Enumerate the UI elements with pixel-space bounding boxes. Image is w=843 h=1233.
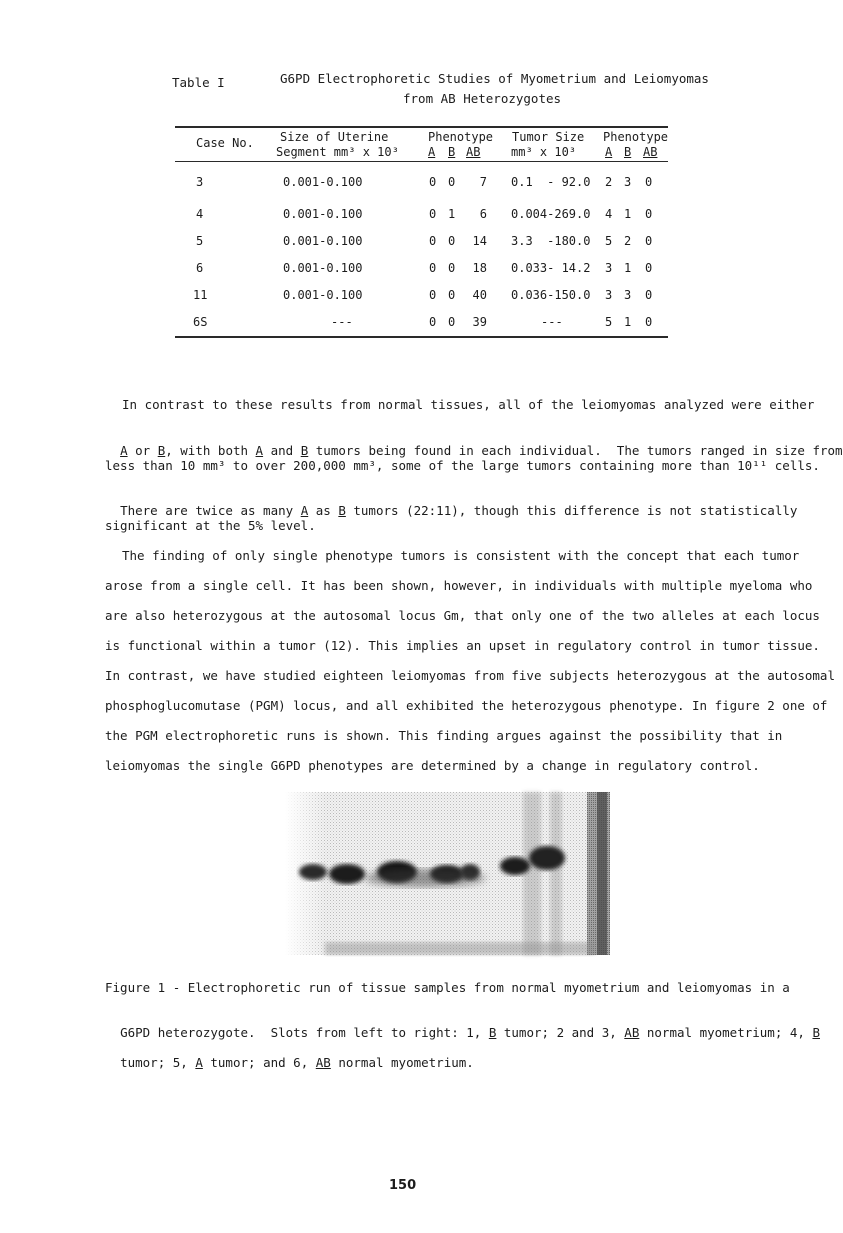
body-paragraph-line: phosphoglucomutase (PGM) locus, and all exhibited the heterozygous phenotype. In figure 2 one of bbox=[105, 698, 828, 713]
header-phenotype-2: Phenotype bbox=[603, 130, 669, 144]
table-label: Table I bbox=[172, 75, 225, 90]
header-phenotype-2-ab: AB bbox=[643, 145, 658, 159]
table-row-tumor-ab: 0 bbox=[645, 234, 653, 248]
page-number: 150 bbox=[389, 1178, 417, 1193]
table-row-tumor-a: 3 bbox=[605, 288, 613, 302]
table-row-a: 0 bbox=[429, 234, 437, 248]
table-row-size: 0.001-0.100 bbox=[283, 261, 363, 275]
caption-phenotype-ab: AB bbox=[624, 1025, 640, 1040]
header-phenotype-2-a: A bbox=[605, 145, 613, 159]
body-paragraph-line: In contrast to these results from normal tissues, all of the leiomyomas analyzed were either bbox=[122, 397, 815, 412]
table-row-tumor-ab: 0 bbox=[645, 207, 653, 221]
text-or: or bbox=[127, 443, 158, 458]
table-row-size: 0.001-0.100 bbox=[283, 207, 363, 221]
caption-text: G6PD heterozygote. Slots from left to right: 1, bbox=[120, 1025, 489, 1040]
table-row-case: 3 bbox=[196, 175, 204, 189]
caption-phenotype-a: A bbox=[195, 1055, 203, 1070]
table-row-case: 6S bbox=[193, 315, 208, 329]
table-row-size: --- bbox=[331, 315, 353, 329]
phenotype-b: B bbox=[338, 503, 346, 518]
table-row-ab: 18 bbox=[472, 261, 487, 275]
table-top-rule bbox=[175, 126, 668, 128]
header-tumor-size-line2: mm³ x 10³ bbox=[511, 145, 577, 159]
table-row-tumor-a: 4 bbox=[605, 207, 613, 221]
table-row-tumor-a: 5 bbox=[605, 234, 613, 248]
body-paragraph-line: In contrast, we have studied eighteen leiomyomas from five subjects heterozygous at the autosomal bbox=[105, 668, 835, 683]
phenotype-a: A bbox=[300, 503, 309, 518]
body-paragraph-line: are also heterozygous at the autosomal locus Gm, that only one of the two alleles at each locus bbox=[105, 608, 820, 623]
phenotype-a: A bbox=[255, 443, 264, 458]
table-row-tumor-b: 2 bbox=[624, 234, 632, 248]
table-header-rule bbox=[175, 161, 668, 162]
table-row-tumor-size: 0.004-269.0 bbox=[511, 207, 591, 221]
table-row-case: 4 bbox=[196, 207, 204, 221]
body-paragraph-line: is functional within a tumor (12). This implies an upset in regulatory control in tumor tissue. bbox=[105, 638, 820, 653]
table-row-b: 0 bbox=[448, 288, 456, 302]
table-row-tumor-size: 0.1 - 92.0 bbox=[511, 175, 591, 189]
header-phenotype-1: Phenotype bbox=[428, 130, 494, 144]
table-row-ab: 40 bbox=[472, 288, 487, 302]
table-row-tumor-size: 0.033- 14.2 bbox=[511, 261, 591, 275]
phenotype-a: A bbox=[120, 443, 128, 458]
table-row-case: 11 bbox=[193, 288, 208, 302]
body-paragraph-line bbox=[105, 428, 843, 458]
caption-text: normal myometrium. bbox=[330, 1055, 474, 1070]
caption-phenotype-ab: AB bbox=[315, 1055, 331, 1070]
table-row-a: 0 bbox=[429, 315, 437, 329]
table-row-b: 0 bbox=[448, 315, 456, 329]
caption-text: tumor; and 6, bbox=[202, 1055, 316, 1070]
figure-caption-line bbox=[105, 1040, 474, 1070]
phenotype-b: B bbox=[300, 443, 309, 458]
caption-text: tumor; 5, bbox=[120, 1055, 196, 1070]
gel-image bbox=[285, 792, 610, 955]
table-row-size: 0.001-0.100 bbox=[283, 288, 363, 302]
body-paragraph-line: significant at the 5% level. bbox=[105, 518, 316, 533]
figure-caption-line bbox=[105, 1010, 820, 1040]
table-row-case: 5 bbox=[196, 234, 204, 248]
header-tumor-size-line1: Tumor Size bbox=[512, 130, 585, 144]
table-row-tumor-a: 3 bbox=[605, 261, 613, 275]
table-row-tumor-size: --- bbox=[541, 315, 563, 329]
table-row-tumor-ab: 0 bbox=[645, 175, 653, 189]
caption-phenotype-b: B bbox=[812, 1025, 820, 1040]
table-row-tumor-b: 1 bbox=[624, 261, 632, 275]
table-row-a: 0 bbox=[429, 288, 437, 302]
body-paragraph-line: arose from a single cell. It has been shown, however, in individuals with multiple myeloma who bbox=[105, 578, 813, 593]
header-phenotype-2-b: B bbox=[624, 145, 632, 159]
table-row-tumor-b: 1 bbox=[624, 207, 632, 221]
table-bottom-rule bbox=[175, 336, 668, 338]
table-row-ab: 6 bbox=[479, 207, 487, 221]
table-row-tumor-a: 5 bbox=[605, 315, 613, 329]
text-rest: tumors (22:11), though this difference is not statistically bbox=[345, 503, 798, 518]
body-paragraph-line: leiomyomas the single G6PD phenotypes are determined by a change in regulatory control. bbox=[105, 758, 760, 773]
table-row-ab: 39 bbox=[472, 315, 487, 329]
header-size-line1: Size of Uterine bbox=[280, 130, 389, 144]
phenotype-b: B bbox=[157, 443, 166, 458]
body-paragraph-line: the PGM electrophoretic runs is shown. This finding argues against the possibility that in bbox=[105, 728, 783, 743]
text-as: as bbox=[308, 503, 339, 518]
text-pre: There are twice as many bbox=[120, 503, 301, 518]
caption-text: tumor; 2 and 3, bbox=[496, 1025, 625, 1040]
table-row-b: 0 bbox=[448, 261, 456, 275]
caption-phenotype-b: B bbox=[488, 1025, 497, 1040]
table-row-case: 6 bbox=[196, 261, 204, 275]
table-row-a: 0 bbox=[429, 207, 437, 221]
table-row-a: 0 bbox=[429, 175, 437, 189]
figure-caption-line: Figure 1 - Electrophoretic run of tissue samples from normal myometrium and leiomyomas in a bbox=[105, 980, 790, 995]
text-and: and bbox=[263, 443, 301, 458]
table-row-b: 0 bbox=[448, 234, 456, 248]
header-phenotype-1-b: B bbox=[448, 145, 456, 159]
header-phenotype-1-a: A bbox=[428, 145, 436, 159]
table-row-tumor-b: 1 bbox=[624, 315, 632, 329]
body-paragraph-line: The finding of only single phenotype tumors is consistent with the concept that each tumor bbox=[122, 548, 800, 563]
table-row-a: 0 bbox=[429, 261, 437, 275]
header-phenotype-1-ab: AB bbox=[466, 145, 481, 159]
table-row-b: 0 bbox=[448, 175, 456, 189]
caption-text: normal myometrium; 4, bbox=[639, 1025, 813, 1040]
table-row-ab: 14 bbox=[472, 234, 487, 248]
header-case-no: Case No. bbox=[196, 136, 254, 150]
table-row-ab: 7 bbox=[479, 175, 487, 189]
table-row-tumor-ab: 0 bbox=[645, 288, 653, 302]
electrophoresis-gel-figure bbox=[285, 792, 610, 955]
table-row-tumor-ab: 0 bbox=[645, 315, 653, 329]
text-with-both: , with both bbox=[165, 443, 256, 458]
body-paragraph-line bbox=[105, 488, 797, 518]
header-size-line2: Segment mm³ x 10³ bbox=[276, 145, 399, 159]
table-subtitle: from AB Heterozygotes bbox=[403, 91, 562, 106]
table-row-tumor-b: 3 bbox=[624, 288, 632, 302]
table-row-size: 0.001-0.100 bbox=[283, 234, 363, 248]
table-title: G6PD Electrophoretic Studies of Myometrium and Leiomyomas bbox=[280, 71, 709, 86]
table-row-b: 1 bbox=[448, 207, 456, 221]
table-row-tumor-b: 3 bbox=[624, 175, 632, 189]
table-row-tumor-ab: 0 bbox=[645, 261, 653, 275]
text-rest: tumors being found in each individual. The tumors ranged in size from bbox=[308, 443, 843, 458]
table-row-tumor-size: 0.036-150.0 bbox=[511, 288, 591, 302]
table-row-size: 0.001-0.100 bbox=[283, 175, 363, 189]
table-row-tumor-a: 2 bbox=[605, 175, 613, 189]
table-row-tumor-size: 3.3 -180.0 bbox=[511, 234, 591, 248]
body-paragraph-line: less than 10 mm³ to over 200,000 mm³, some of the large tumors containing more than 10¹¹ cells. bbox=[105, 458, 820, 473]
